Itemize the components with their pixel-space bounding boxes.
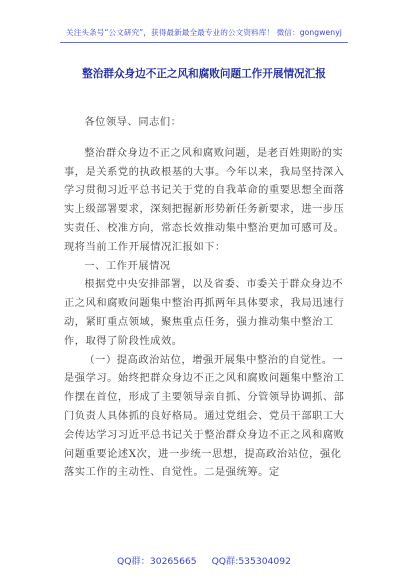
- paragraph-intro: 整治群众身边不正之风和腐败问题，是老百姓期盼的实事，是关系党的执政根基的大事。今年以来，我局坚持深入学习贯彻习近平总书记关于党的自我革命的重要思想全面落实上级部署要求，深刻把握新形势新任务新要求，进一步压实责任、校准方向，常态长效推动集中整治更加可感可及。现将当前工作开展情况汇报如下：: [64, 147, 345, 253]
- header-divider: [60, 42, 348, 43]
- salutation: 各位领导、同志们：: [84, 117, 182, 128]
- section-heading: 一、工作开展情况: [84, 260, 171, 272]
- header-banner: 关注头条号“公文研究”，获得最新最全最专业的公文资料库！ 微信：gongwenyj: [66, 28, 342, 37]
- qq-group-1: QQ群：30265665: [117, 556, 197, 567]
- paragraph-subsection-1: （一）提高政治站位，增强开展集中整治的自觉性。一是强学习。始终把群众身边不正之风和腐败问题集中整治工作摆在首位，形成了主要领导亲自抓、分管领导协调抓、部门负责人具体抓的良好格局。通过党组会、党员干部职工大会传达学习习近平总书记关于整治群众身边不正之风和腐败问题重要论述X次，进一步统一思想，提高政治站位，强化落实工作的主动性、自觉性。二是强统筹。定: [64, 354, 345, 479]
- document-title: 整治群众身边不正之风和腐败问题工作开展情况汇报: [82, 68, 326, 80]
- qq-group-2: QQ群:535304092: [211, 556, 291, 567]
- document-body: [64, 114, 346, 483]
- paragraph-overview: 根据党中央安排部署，以及省委、市委关于群众身边不正之风和腐败问题集中整治再抓两年具体要求，我局迅速行动，紧盯重点领域，聚焦重点任务，强力推动集中整治工作，取得了阶段性成效。: [64, 279, 345, 347]
- footer-contact: [0, 553, 408, 567]
